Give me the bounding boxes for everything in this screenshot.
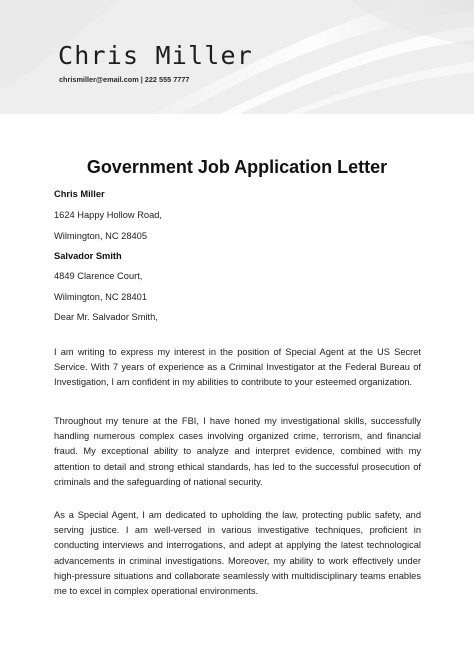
salutation: Dear Mr. Salvador Smith, [54,312,158,322]
recipient-address-line2: Wilmington, NC 28401 [54,292,148,302]
body-paragraph-2: Throughout my tenure at the FBI, I have honed my investigational skills, successfully handling numerous complex cases involving organized crime, terrorism, and financial fraud. My exceptional ability to analyze and interpret evidence, combined with my attention to detail and strong ethical standards, has led to the successful prosecution of criminals and the safeguarding of national security. [54,416,421,487]
letterhead [0,0,474,114]
document-title: Government Job Application Letter [86,157,388,177]
sender-address-line2: Wilmington, NC 28405 [54,231,148,241]
recipient-name: Salvador Smith [54,251,122,261]
body-paragraph-3: As a Special Agent, I am dedicated to upholding the law, protecting public safety, and serving justice. I am well-versed in various investigative techniques, proficient in conducting interviews and interrogations, and adept at applying the latest technological advancements in criminal investigations. Moreover, my ability to work effectively under high-pressure situations and collaborate seamlessly with multidisciplinary teams enables me to excel in complex operational environments. [54,510,421,597]
recipient-address-line1: 4849 Clarence Court, [54,271,143,281]
header-contact: chrismiller@email.com | 222 555 7777 [59,75,190,84]
sender-name: Chris Miller [54,189,105,199]
sender-address-line1: 1624 Happy Hollow Road, [54,210,163,220]
header-name: Chris Miller [58,41,254,70]
body-paragraph-1: I am writing to express my interest in the position of Special Agent at the US Secret Service. With 7 years of experience as a Criminal Investigator at the Federal Bureau of Investigation, I am confident in my abilities to contribute to your esteemed organization. [54,347,421,388]
